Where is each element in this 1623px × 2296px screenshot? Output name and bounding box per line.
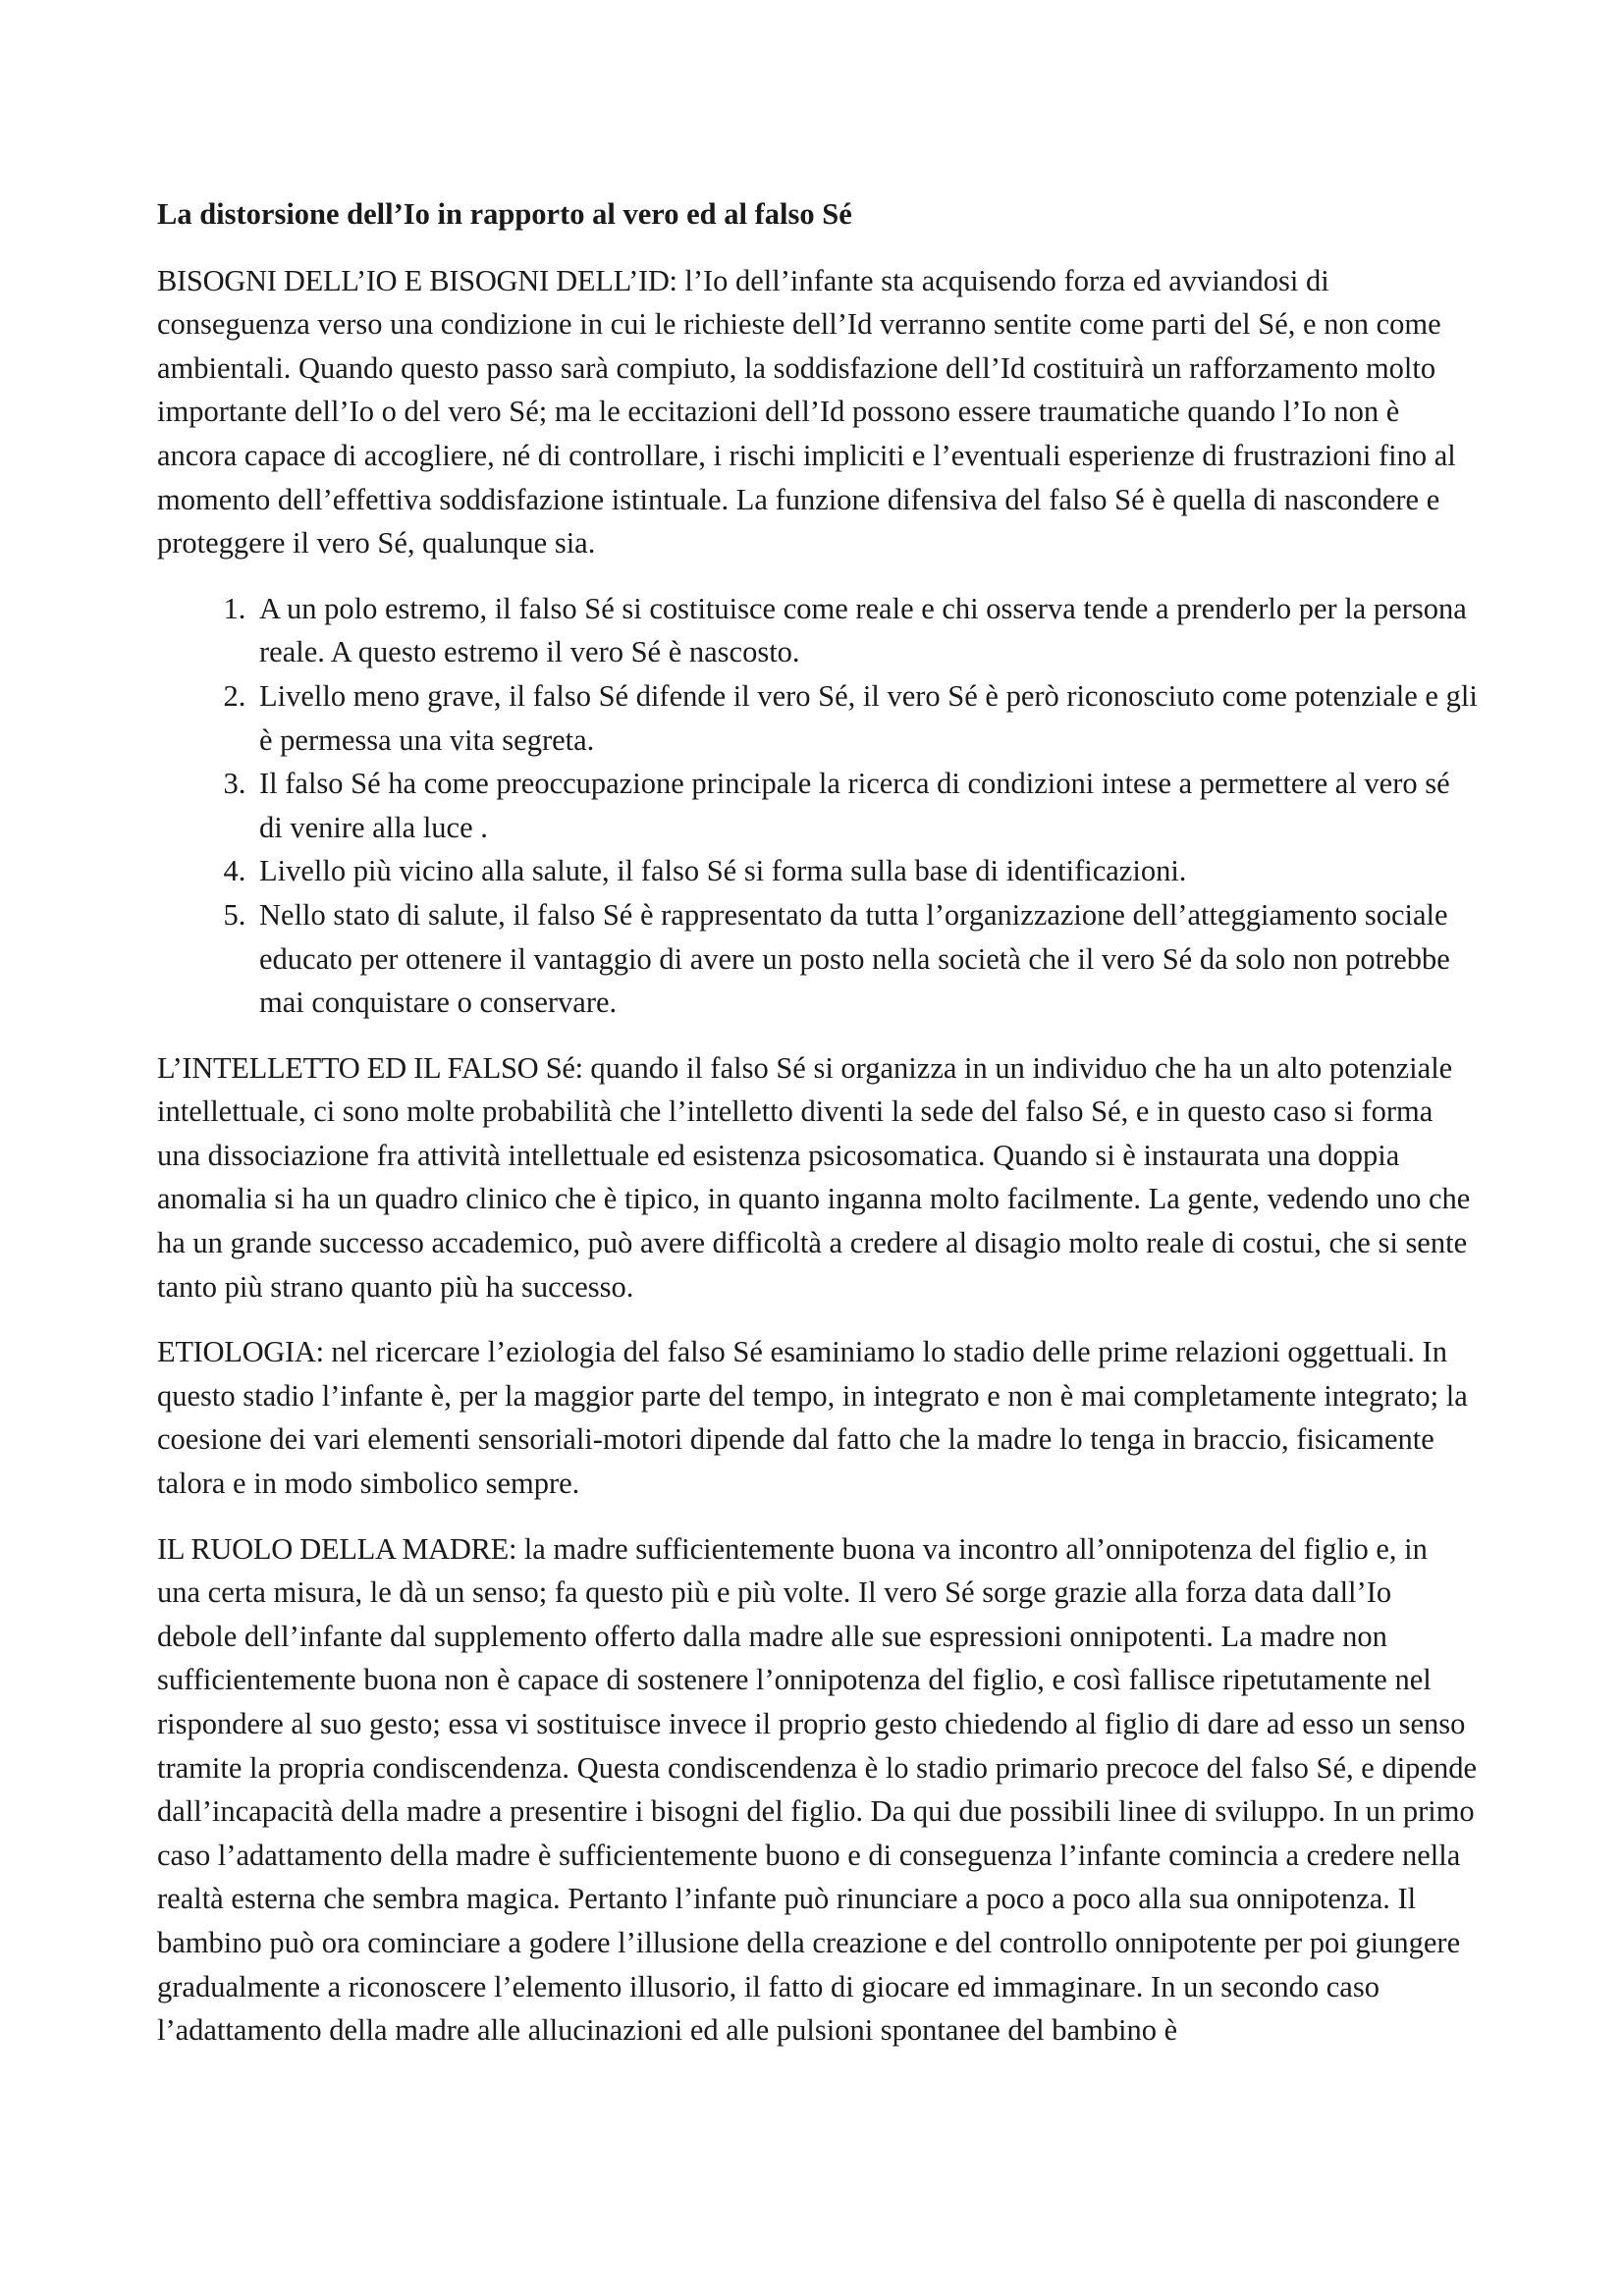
paragraph-label: L’INTELLETTO ED IL FALSO Sé: (157, 1050, 583, 1085)
paragraph-text: la madre sufficientemente buona va incontro all’onnipotenza del figlio e, in una certa misura, le dà un senso; fa questo più e più volte. Il vero Sé sorge grazie alla forza data dall’Io debole dell’infante dal supplemento offerto dalla madre alle sue espressioni onnipotenti. La madre non sufficientemente buona non è capace di sostenere l’onnipotenza del figlio, e così fallisce ripetutamente nel rispondere al suo gesto; essa vi sostituisce invece il proprio gesto chiedendo al figlio di dare ad esso un senso tramite la propria condiscendenza. Questa condiscendenza è lo stadio primario precoce del falso Sé, e dipende dall’incapacità della madre a presentire i bisogni del figlio. Da qui due possibili linee di sviluppo. In un primo caso l’adattamento della madre è sufficientemente buono e di conseguenza l’infante comincia a credere nella realtà esterna che sembra magica. Pertanto l’infante può rinunciare a poco a poco alla sua onnipotenza. Il bambino può ora cominciare a godere l’illusione della creazione e del controllo onnipotente per poi giungere gradualmente a riconoscere l’elemento illusorio, il fatto di giocare ed immaginare. In un secondo caso l’adattamento della madre alle allucinazioni ed alle pulsioni spontanee del bambino è (157, 1531, 1477, 2048)
document-page (157, 192, 1478, 2074)
paragraph-label: BISOGNI DELL’IO E BISOGNI DELL’ID: (157, 263, 677, 297)
list-item: 4. Livello più vicino alla salute, il falso Sé si forma sulla base di identificazioni. (253, 849, 1478, 893)
list-item: 1. A un polo estremo, il falso Sé si costituisce come reale e chi osserva tende a prenderlo per la persona reale. A questo estremo il vero Sé è nascosto. (253, 587, 1478, 674)
paragraph-intelletto (157, 1046, 1478, 1309)
paragraph-label: ETIOLOGIA: (157, 1335, 324, 1369)
list-item: 2. Livello meno grave, il falso Sé difende il vero Sé, il vero Sé è però riconosciuto come potenziale e gli è permessa una vita segreta. (253, 674, 1478, 762)
false-self-levels-list (157, 587, 1478, 1025)
list-item: 3. Il falso Sé ha come preoccupazione principale la ricerca di condizioni intese a permettere al vero sé di venire alla luce . (253, 762, 1478, 849)
paragraph-bisogni (157, 259, 1478, 565)
paragraph-label: IL RUOLO DELLA MADRE: (157, 1531, 517, 1566)
document-title: La distorsione dell’Io in rapporto al vero ed al falso Sé (157, 197, 852, 231)
list-item: 5. Nello stato di salute, il falso Sé è rappresentato da tutta l’organizzazione dell’atteggiamento sociale educato per ottenere il vantaggio di avere un posto nella società che il vero Sé da solo non potrebbe mai conquistare o conservare. (253, 893, 1478, 1025)
paragraph-etiologia (157, 1330, 1478, 1505)
paragraph-text: quando il falso Sé si organizza in un individuo che ha un alto potenziale intellettuale, ci sono molte probabilità che l’intelletto diventi la sede del falso Sé, e in questo caso si forma una dissociazione fra attività intellettuale ed esistenza psicosomatica. Quando si è instaurata una doppia anomalia si ha un quadro clinico che è tipico, in quanto inganna molto facilmente. La gente, vedendo uno che ha un grande successo accademico, può avere difficoltà a credere al disagio molto reale di costui, che si sente tanto più strano quanto più ha successo. (157, 1050, 1471, 1304)
paragraph-ruolo-madre (157, 1527, 1478, 2053)
paragraph-text: l’Io dell’infante sta acquisendo forza ed avviandosi di conseguenza verso una condizione in cui le richieste dell’Id verranno sentite come parti del Sé, e non come ambientali. Quando questo passo sarà compiuto, la soddisfazione dell’Id costituirà un rafforzamento molto importante dell’Io o del vero Sé; ma le eccitazioni dell’Id possono essere traumatiche quando l’Io non è ancora capace di accogliere, né di controllare, i rischi impliciti e l’eventuali esperienze di frustrazioni fino al momento dell’effettiva soddisfazione istintuale. La funzione difensiva del falso Sé è quella di nascondere e proteggere il vero Sé, qualunque sia. (157, 263, 1456, 561)
paragraph-text: nel ricercare l’eziologia del falso Sé esaminiamo lo stadio delle prime relazioni oggettuali. In questo stadio l’infante è, per la maggior parte del tempo, in integrato e non è mai completamente integrato; la coesione dei vari elementi sensoriali-motori dipende dal fatto che la madre lo tenga in braccio, fisicamente talora e in modo simbolico sempre. (157, 1335, 1468, 1501)
